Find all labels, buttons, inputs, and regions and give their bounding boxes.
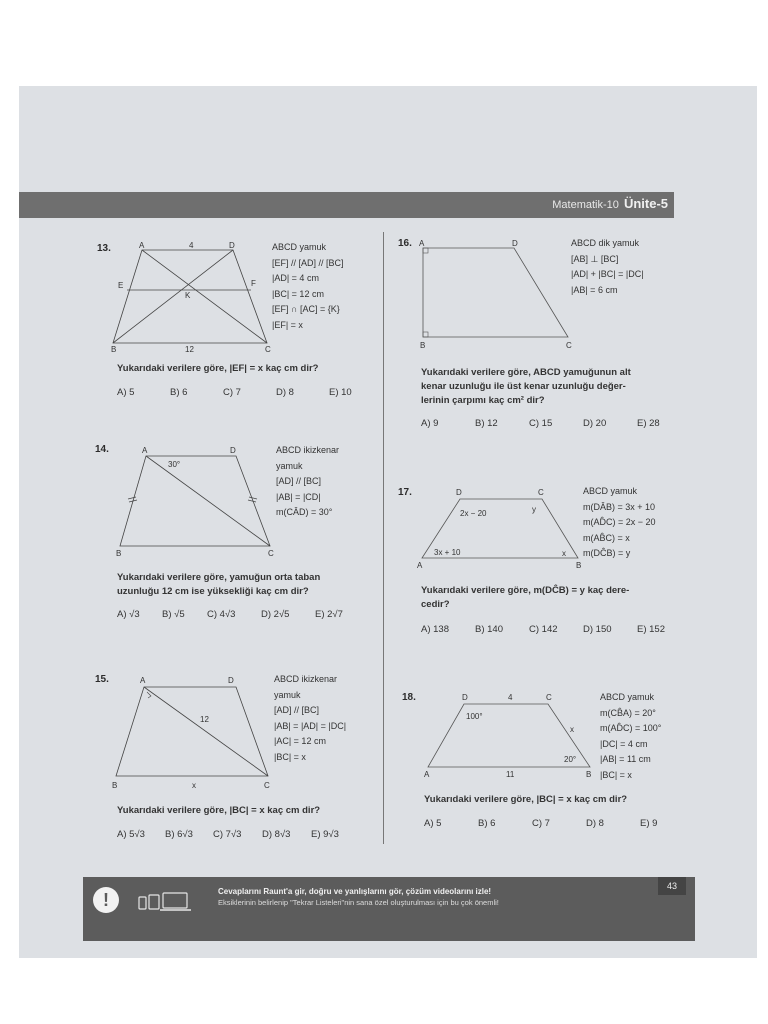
p16-label-A: A [419,239,425,248]
footer-banner [83,877,695,941]
p13-label-K: K [185,291,191,300]
choice-b[interactable]: B) 140 [475,624,503,635]
p13-label-B: B [111,345,117,354]
problem-16-number: 16. [398,238,412,249]
problem-17-choices [421,624,665,635]
problem-14-given [276,443,339,521]
p18-label-angD: 100° [466,712,483,721]
given-line: |DC| = 4 cm [600,738,648,749]
problem-13-choices [117,387,352,398]
problem-18-question: Yukarıdaki verilere göre, |BC| = x kaç cm dir? [424,794,628,805]
given-line: ABCD yamuk [583,486,638,496]
choice-d[interactable]: D) 2√5 [261,609,290,620]
p17-label-x: x [562,549,566,558]
p13-label-E: E [118,281,124,290]
p17-label-angA: 3x + 10 [434,548,461,557]
footer-line-1: Cevaplarını Raunt'a gir, doğru ve yanlışlarını gör, çözüm videolarını izle! [218,887,492,896]
choice-c[interactable]: C) 4√3 [207,609,236,620]
problem-15-number: 15. [95,674,109,685]
p16-label-B: B [420,341,426,350]
p13-label-top: 4 [189,241,194,250]
given-line: |AD| = 4 cm [272,273,319,283]
unit-label: Ünite-5 [623,196,668,211]
choice-b[interactable]: B) 6 [478,818,496,829]
choice-c[interactable]: C) 7 [223,387,241,398]
given-line: |AC| = 12 cm [274,736,326,746]
choice-a[interactable]: A) 5√3 [117,829,145,840]
given-line: yamuk [274,689,301,700]
p17-label-A: A [417,561,423,570]
problem-13-number: 13. [97,243,111,254]
p14-label-A: A [142,446,148,455]
choice-e[interactable]: E) 9√3 [311,829,339,840]
given-line: m(DĈB) = y [583,548,631,558]
question-line: uzunluğu 12 cm ise yüksekliği kaç cm dir? [117,586,309,597]
given-line: |EF| = x [272,319,303,330]
problem-17-question [421,584,629,612]
given-line: yamuk [276,460,303,471]
course-label: Matematik-10 [552,199,619,211]
given-line: ABCD ikizkenar [274,674,338,684]
p17-label-y: y [532,505,536,514]
problem-13-question: Yukarıdaki verilere göre, |EF| = x kaç cm dir? [117,363,319,374]
choice-b[interactable]: B) √5 [162,609,185,620]
choice-c[interactable]: C) 7 [532,818,550,829]
problem-17-figure [414,486,584,571]
problem-15-question: Yukarıdaki verilere göre, |BC| = x kaç cm dir? [117,805,321,816]
choice-e[interactable]: E) 9 [640,818,658,829]
problem-16-question [421,366,631,408]
p16-label-C: C [566,341,572,350]
given-line: m(AB̂C) = x [583,532,630,543]
problem-13-given [272,240,344,333]
problem-18-figure [420,690,595,782]
unit-header-bar [19,192,674,218]
problem-18-given [600,690,661,783]
choice-e[interactable]: E) 2√7 [315,609,343,620]
problem-14-number: 14. [95,444,109,455]
p18-label-A: A [424,770,430,779]
problem-16-given [571,236,644,298]
given-line: m(CÂD) = 30° [276,507,333,517]
choice-a[interactable]: A) √3 [117,609,140,620]
problem-17-given [583,484,656,562]
p17-label-D: D [456,488,462,497]
question-line: Yukarıdaki verilere göre, ABCD yamuğunun alt [421,367,631,378]
problem-18-number: 18. [402,692,416,703]
choice-b[interactable]: B) 6 [170,387,188,398]
choice-c[interactable]: C) 7√3 [213,829,242,840]
p17-label-C: C [538,488,544,497]
choice-a[interactable]: A) 9 [421,418,439,429]
p18-label-top: 4 [508,693,513,702]
problem-18-choices [424,818,657,829]
p14-label-D: D [230,446,236,455]
p15-label-diag: 12 [200,715,209,724]
choice-e[interactable]: E) 28 [637,418,660,429]
problem-14-question [117,571,320,599]
question-line: cedir? [421,599,450,610]
p18-label-bottom: 11 [506,770,515,779]
choice-d[interactable]: D) 8 [586,818,604,829]
p14-label-angle: 30° [168,460,181,469]
problem-14-choices [117,609,343,620]
question-line: Yukarıdaki verilere göre, m(DĈB) = y kaç dere- [421,585,630,596]
question-line: kenar uzunluğu ile üst kenar uzunluğu değer- [421,381,626,392]
column-divider [383,232,384,844]
given-line: [AB] ⊥ [BC] [571,253,619,264]
p13-label-D: D [229,241,235,250]
exclamation-icon: ! [93,887,119,913]
choice-a[interactable]: A) 138 [421,624,449,635]
p15-label-A: A [140,676,146,685]
p15-label-C: C [264,781,270,790]
given-line: [AD] // [BC] [276,476,322,486]
given-line: [EF] ∩ [AC] = {K} [272,304,340,314]
p17-label-angD: 2x − 20 [460,509,487,518]
p15-label-x: x [192,781,196,790]
problem-15-given [274,672,346,765]
choice-d[interactable]: D) 150 [583,624,612,635]
given-line: |BC| = x [600,769,632,780]
given-line: |AB| = 11 cm [600,754,651,764]
choice-d[interactable]: D) 8√3 [262,829,291,840]
choice-a[interactable]: A) 5 [117,387,135,398]
p13-label-A: A [139,241,145,250]
p14-label-B: B [116,549,122,558]
footer-line-2: Eksiklerinin belirlenip "Tekrar Listeleri"nin sana özel oluşturulması için bu çok önemli! [218,898,499,907]
p14-label-C: C [268,549,274,558]
choice-c[interactable]: C) 142 [529,624,558,635]
p18-label-D: D [462,693,468,702]
choice-a[interactable]: A) 5 [424,818,442,829]
given-line: [EF] // [AD] // [BC] [272,257,344,268]
given-line: [AD] // [BC] [274,705,320,715]
problem-13-figure [105,240,275,355]
given-line: m(CB̂A) = 20° [600,707,656,718]
p15-label-B: B [112,781,118,790]
p18-label-B: B [586,770,592,779]
page-number: 43 [658,877,686,895]
given-line: |AB| = |AD| = |DC| [274,720,347,731]
given-line: |BC| = x [274,751,306,762]
given-line: m(AD̂C) = 100° [600,723,662,733]
problem-16-figure [418,238,583,353]
p18-label-x: x [570,725,574,734]
given-line: ABCD dik yamuk [571,238,640,248]
question-line: lerinin çarpımı kaç cm² dir? [421,395,545,406]
p13-label-C: C [265,345,271,354]
p16-label-D: D [512,239,518,248]
given-line: m(AD̂C) = 2x − 20 [583,517,656,527]
question-line: Yukarıdaki verilere göre, yamuğun orta taban [117,572,321,583]
given-line: m(DÂB) = 3x + 10 [583,501,656,512]
given-line: ABCD ikizkenar [276,445,340,455]
choice-e[interactable]: E) 152 [637,624,665,635]
given-line: |AD| + |BC| = |DC| [571,269,644,279]
p13-label-bottom: 12 [185,345,194,354]
choice-e[interactable]: E) 10 [329,387,352,398]
devices-icon [135,891,215,913]
given-line: |BC| = 12 cm [272,288,324,299]
choice-b[interactable]: B) 6√3 [165,829,193,840]
problem-15-figure [110,674,280,792]
problem-17-number: 17. [398,487,412,498]
p18-label-angB: 20° [564,755,577,764]
p15-label-D: D [228,676,234,685]
given-line: |AB| = 6 cm [571,284,618,295]
given-line: ABCD yamuk [600,692,655,702]
p17-label-B: B [576,561,582,570]
p13-label-F: F [251,279,256,288]
choice-d[interactable]: D) 8 [276,387,294,398]
choice-c[interactable]: C) 15 [529,418,553,429]
unit-header-text [552,196,668,211]
given-line: |AB| = |CD| [276,491,321,502]
problem-16-choices [421,418,660,429]
problem-15-choices [117,829,339,840]
choice-b[interactable]: B) 12 [475,418,498,429]
p18-label-C: C [546,693,552,702]
choice-d[interactable]: D) 20 [583,418,607,429]
given-line: ABCD yamuk [272,242,327,252]
problem-14-figure [112,445,277,560]
